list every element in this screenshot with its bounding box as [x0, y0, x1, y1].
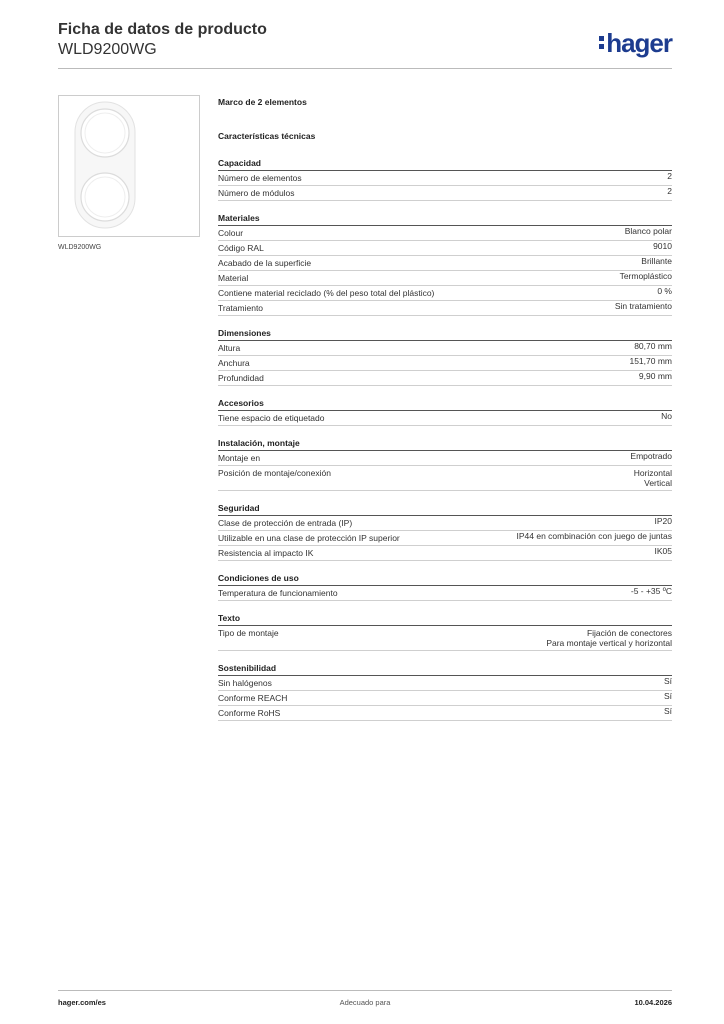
spec-value	[634, 468, 672, 488]
section-title: Accesorios	[218, 396, 672, 411]
spec-value-line: 80,70 mm	[634, 341, 672, 351]
spec-value-line: Sí	[663, 676, 672, 686]
spec-row	[218, 241, 672, 256]
section-title: Materiales	[218, 211, 672, 226]
section-title: Texto	[218, 611, 672, 626]
spec-value-line: Blanco polar	[624, 226, 672, 236]
spec-value	[653, 241, 672, 255]
spec-value	[657, 286, 672, 300]
spec-section	[218, 211, 672, 316]
spec-value	[630, 451, 672, 465]
spec-row	[218, 371, 672, 386]
section-title: Sostenibilidad	[218, 661, 672, 676]
header-divider	[58, 68, 672, 69]
spec-section	[218, 661, 672, 721]
spec-value-line: No	[661, 411, 672, 421]
spec-label: Tipo de montaje	[218, 628, 279, 638]
section-title: Dimensiones	[218, 326, 672, 341]
spec-label: Número de módulos	[218, 188, 295, 198]
spec-value-line: 2	[667, 186, 672, 196]
spec-row	[218, 411, 672, 426]
footer-divider	[58, 990, 672, 991]
spec-value-line: Para montaje vertical y horizontal	[546, 638, 672, 648]
spec-value	[655, 546, 673, 560]
spec-value-line: Horizontal	[633, 468, 672, 478]
spec-label: Contiene material reciclado (% del peso total del plástico)	[218, 288, 435, 298]
spec-label: Conforme REACH	[218, 693, 288, 703]
spec-value-line: Fijación de conectores	[586, 628, 672, 638]
spec-label: Clase de protección de entrada (IP)	[218, 518, 353, 528]
spec-label: Profundidad	[218, 373, 264, 383]
spec-label: Resistencia al impacto IK	[218, 548, 314, 558]
spec-value-line: -5 - +35 ºC	[630, 586, 672, 596]
spec-value-line: Brillante	[641, 256, 672, 266]
spec-label: Posición de montaje/conexión	[218, 468, 331, 478]
spec-section	[218, 156, 672, 201]
spec-row	[218, 186, 672, 201]
spec-row	[218, 516, 672, 531]
spec-row	[218, 226, 672, 241]
spec-value-line: 9,90 mm	[638, 371, 672, 381]
spec-row	[218, 676, 672, 691]
spec-row	[218, 286, 672, 301]
product-image	[58, 95, 200, 237]
spec-row	[218, 271, 672, 286]
specifications	[218, 96, 672, 731]
spec-row	[218, 626, 672, 651]
spec-value-line: Sin tratamiento	[614, 301, 672, 311]
spec-label: Utilizable en una clase de protección IP superior	[218, 533, 400, 543]
spec-label: Tratamiento	[218, 303, 264, 313]
spec-value-line: 0 %	[657, 286, 672, 296]
spec-label: Temperatura de funcionamiento	[218, 588, 338, 598]
footer-center-text: Adecuado para	[339, 998, 391, 1007]
spec-value	[641, 256, 672, 270]
spec-label: Número de elementos	[218, 173, 302, 183]
spec-value	[655, 516, 673, 530]
spec-value-line: 151,70 mm	[629, 356, 672, 366]
spec-value	[664, 706, 672, 720]
spec-label: Código RAL	[218, 243, 264, 253]
product-reference: WLD9200WG	[58, 41, 157, 58]
spec-label: Sin halógenos	[218, 678, 272, 688]
spec-value-line: 9010	[653, 241, 672, 251]
spec-value	[517, 531, 672, 545]
spec-value-line: Sí	[663, 706, 672, 716]
spec-row	[218, 301, 672, 316]
section-title: Capacidad	[218, 156, 672, 171]
spec-value-line: IP20	[654, 516, 672, 526]
page-header	[58, 20, 672, 60]
spec-row	[218, 451, 672, 466]
spec-row	[218, 546, 672, 561]
spec-value	[667, 186, 672, 200]
spec-value-line: Empotrado	[630, 451, 672, 461]
spec-section	[218, 611, 672, 651]
spec-value	[631, 586, 672, 600]
hager-logo	[599, 28, 672, 58]
footer-website: hager.com/es	[58, 998, 106, 1007]
spec-value	[615, 301, 672, 315]
spec-value-line: Termoplástico	[619, 271, 672, 281]
spec-section	[218, 571, 672, 601]
spec-value-line: IK05	[654, 546, 672, 556]
spec-label: Anchura	[218, 358, 250, 368]
spec-value	[629, 356, 672, 370]
spec-row	[218, 466, 672, 491]
spec-value	[667, 171, 672, 185]
spec-value	[634, 341, 672, 355]
specs-heading: Características técnicas	[218, 131, 316, 141]
spec-row	[218, 691, 672, 706]
spec-row	[218, 706, 672, 721]
spec-row	[218, 256, 672, 271]
spec-sections	[218, 156, 672, 721]
spec-section	[218, 436, 672, 491]
spec-value	[639, 371, 672, 385]
logo-dots-icon	[599, 33, 604, 51]
spec-row	[218, 171, 672, 186]
spec-value	[664, 676, 672, 690]
spec-value	[664, 691, 672, 705]
section-title: Seguridad	[218, 501, 672, 516]
spec-label: Tiene espacio de etiquetado	[218, 413, 325, 423]
spec-row	[218, 341, 672, 356]
footer-date: 10.04.2026	[634, 998, 672, 1007]
spec-label: Altura	[218, 343, 241, 353]
spec-section	[218, 326, 672, 386]
section-title: Instalación, montaje	[218, 436, 672, 451]
image-caption: WLD9200WG	[58, 244, 102, 251]
spec-value	[625, 226, 672, 240]
product-name: Marco de 2 elementos	[218, 97, 307, 107]
double-frame-icon	[59, 96, 199, 236]
logo-text: hager	[606, 28, 672, 58]
spec-label: Material	[218, 273, 249, 283]
spec-row	[218, 586, 672, 601]
spec-label: Montaje en	[218, 453, 261, 463]
spec-label: Colour	[218, 228, 244, 238]
spec-value	[546, 628, 672, 648]
document-title: Ficha de datos de producto	[58, 21, 267, 38]
spec-value	[661, 411, 672, 425]
spec-row	[218, 531, 672, 546]
spec-section	[218, 501, 672, 561]
section-title: Condiciones de uso	[218, 571, 672, 586]
spec-label: Conforme RoHS	[218, 708, 281, 718]
spec-value-line: Sí	[663, 691, 672, 701]
spec-value	[620, 271, 672, 285]
spec-value-line: IP44 en combinación con juego de juntas	[516, 531, 672, 541]
spec-section	[218, 396, 672, 426]
spec-row	[218, 356, 672, 371]
spec-value-line: 2	[667, 171, 672, 181]
spec-label: Acabado de la superficie	[218, 258, 312, 268]
spec-value-line: Vertical	[644, 478, 672, 488]
